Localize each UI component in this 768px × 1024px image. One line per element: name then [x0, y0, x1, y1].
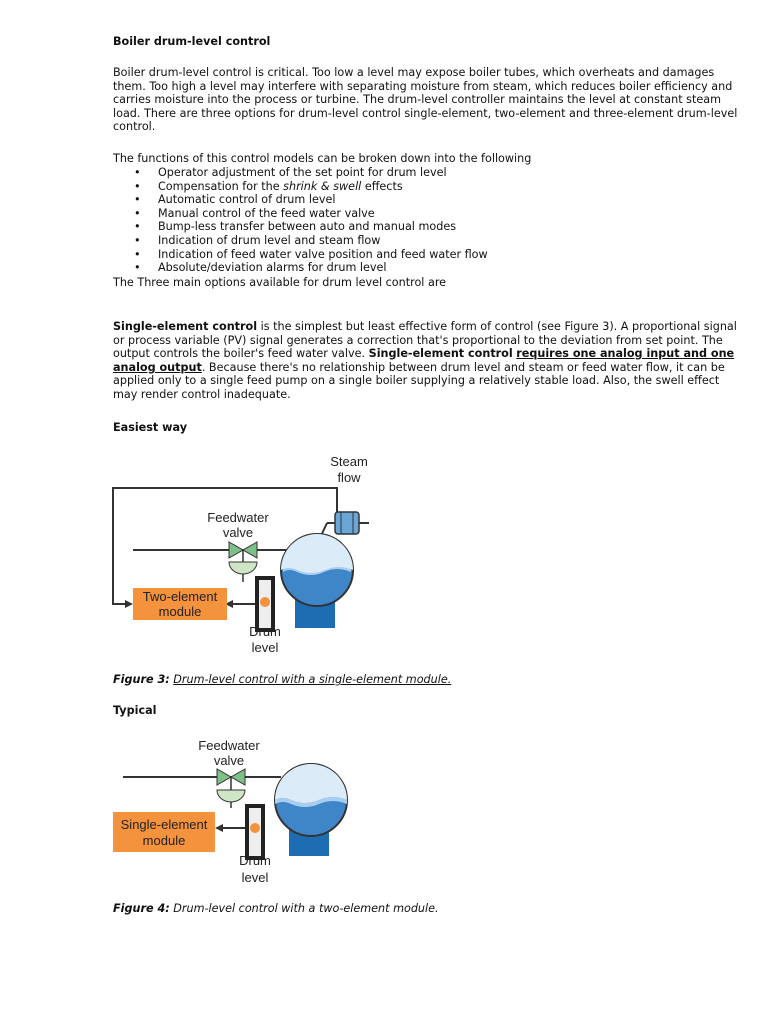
- feedwater-valve: [217, 769, 231, 785]
- list-item: • Absolute/deviation alarms for drum level: [134, 261, 387, 275]
- single-element-paragraph: Single-element control is the simplest but least effective form of control (see Figure 3). A proportional signal or process variable (PV) signal generates a correction that's proportional to the deviation from set point. The output controls the boiler's feed water valve. Single-element control requires one analog input and one analog output. Because there's no relationship between drum level and steam or feed water flow, it can be applied only to a single feed pump on a single boiler supplying a relatively stable load. Also, the swell effect may render control inadequate.: [113, 320, 737, 401]
- module-label: Single-element: [120, 817, 208, 832]
- list-item: • Manual control of the feed water valve: [134, 206, 375, 220]
- figure-4-diagram: [105, 734, 365, 892]
- bullet: •: [134, 233, 141, 247]
- list-item: • Indication of drum level and steam flow: [134, 233, 381, 247]
- arrow-head: [125, 600, 133, 608]
- figure-3-caption: Figure 3: Drum-level control with a single-element module.: [113, 673, 452, 686]
- feedwater-valve-label: Feedwater: [198, 738, 260, 753]
- bullet: •: [134, 166, 141, 179]
- bullet: •: [134, 179, 141, 193]
- svg-text:module: module: [142, 833, 186, 848]
- section-heading-typical: Typical: [113, 704, 157, 717]
- functions-intro: The functions of this control models can be broken down into the following: [113, 152, 532, 165]
- options-intro: The Three main options available for drum level control are: [113, 276, 447, 289]
- svg-text:flow: flow: [337, 470, 361, 485]
- figure-4-caption: Figure 4: Drum-level control with a two-element module.: [113, 902, 439, 915]
- list-item: • Bump-less transfer between auto and manual modes: [134, 220, 457, 234]
- list-item: • Automatic control of drum level: [134, 193, 336, 207]
- steam-flow-label: Steam: [330, 454, 368, 469]
- feedwater-valve: [229, 542, 243, 558]
- svg-text:level: level: [251, 640, 279, 655]
- valve-actuator: [217, 790, 245, 802]
- term: Single-element control: [113, 320, 258, 333]
- figure-3-diagram: [105, 448, 385, 663]
- bullet: •: [134, 220, 141, 234]
- list-item: • Operator adjustment of the set point for drum level: [134, 166, 447, 179]
- module-label: Two-element: [142, 589, 218, 604]
- list-item: • Compensation for the shrink & swell effects: [134, 179, 403, 193]
- svg-text:valve: valve: [213, 753, 245, 768]
- requirement: requires one analog input and one analog output: [113, 347, 735, 374]
- feedwater-valve-label: Feedwater: [207, 510, 269, 525]
- svg-text:valve: valve: [222, 525, 254, 540]
- drum-level-label: Drum: [239, 853, 271, 868]
- bullet: •: [134, 261, 141, 275]
- svg-text:level: level: [241, 870, 269, 885]
- page-title: Boiler drum-level control: [113, 35, 271, 48]
- section-heading-easiest: Easiest way: [113, 421, 188, 434]
- bullet: •: [134, 247, 141, 261]
- steam-flow-meter: [335, 512, 359, 534]
- functions-list: [113, 166, 718, 275]
- list-item: • Indication of feed water valve position and feed water flow: [134, 247, 488, 261]
- term: Single-element control: [368, 347, 513, 361]
- bullet: •: [134, 206, 141, 220]
- drum-level-label: Drum: [249, 624, 281, 639]
- svg-text:module: module: [158, 604, 202, 619]
- valve-actuator: [229, 562, 257, 574]
- intro-paragraph: Boiler drum-level control is critical. Too low a level may expose boiler tubes, which overheats and damages them. Too high a level may interfere with separating moisture from steam, which reduces boiler efficiency and carries moisture into the process or turbine. The drum-level controller maintains the level at constant steam load. There are three options for drum-level control single-element, two-element and three-element drum-level control.: [113, 66, 738, 134]
- bullet: •: [134, 193, 141, 207]
